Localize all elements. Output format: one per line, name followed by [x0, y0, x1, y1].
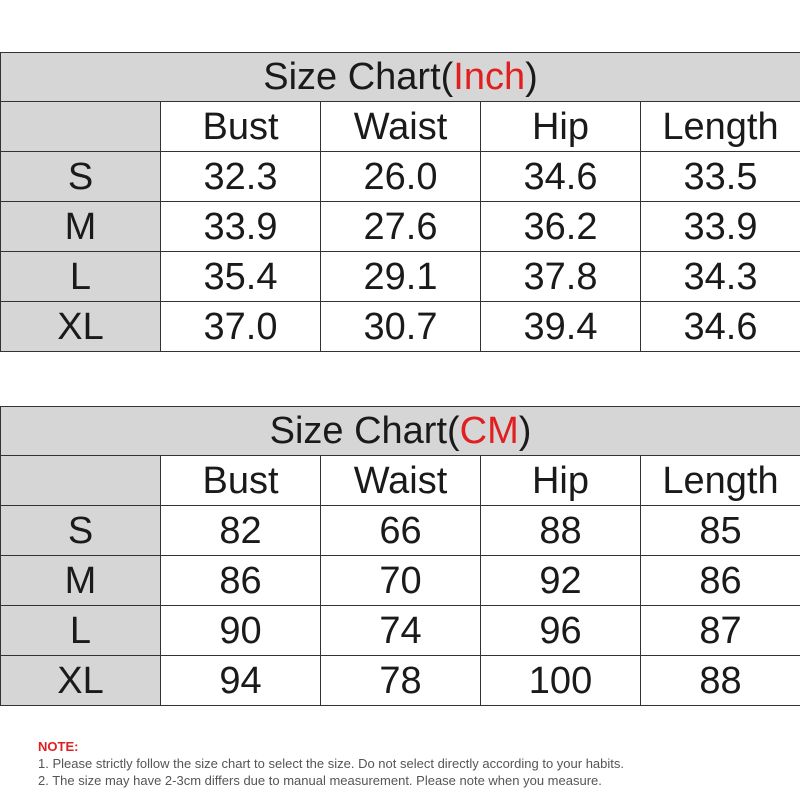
column-header-waist: Waist [321, 456, 481, 506]
value-waist: 74 [321, 606, 481, 656]
column-header-hip: Hip [481, 102, 641, 152]
title-row [1, 53, 800, 102]
notes-section [38, 738, 778, 789]
value-length: 85 [641, 506, 800, 556]
table-row [1, 606, 800, 656]
table-row [1, 252, 800, 302]
value-bust: 86 [161, 556, 321, 606]
title-unit: Inch [453, 56, 526, 98]
corner-cell [1, 102, 161, 152]
value-hip: 34.6 [481, 152, 641, 202]
value-hip: 100 [481, 656, 641, 706]
value-bust: 35.4 [161, 252, 321, 302]
title-prefix: Size Chart( [263, 56, 454, 98]
value-hip: 96 [481, 606, 641, 656]
value-length: 34.6 [641, 302, 800, 352]
notes-title: NOTE: [38, 739, 79, 754]
column-header-hip: Hip [481, 456, 641, 506]
title-unit: CM [459, 410, 519, 452]
header-row [1, 102, 800, 152]
value-bust: 90 [161, 606, 321, 656]
column-header-waist: Waist [321, 102, 481, 152]
size-label: L [1, 606, 161, 656]
value-hip: 92 [481, 556, 641, 606]
size-label: XL [1, 656, 161, 706]
value-waist: 66 [321, 506, 481, 556]
value-length: 33.5 [641, 152, 800, 202]
value-length: 34.3 [641, 252, 800, 302]
title-suffix: ) [525, 56, 538, 98]
value-hip: 39.4 [481, 302, 641, 352]
size-label: XL [1, 302, 161, 352]
value-hip: 88 [481, 506, 641, 556]
table-row [1, 556, 800, 606]
value-length: 87 [641, 606, 800, 656]
value-waist: 29.1 [321, 252, 481, 302]
table-row [1, 202, 800, 252]
title-row [1, 407, 800, 456]
size-label: M [1, 556, 161, 606]
column-header-length: Length [641, 456, 800, 506]
value-hip: 36.2 [481, 202, 641, 252]
value-hip: 37.8 [481, 252, 641, 302]
header-row [1, 456, 800, 506]
size-label: M [1, 202, 161, 252]
note-line-2: 2. The size may have 2-3cm differs due to manual measurement. Please note when you measure. [38, 773, 602, 788]
value-bust: 33.9 [161, 202, 321, 252]
table-row [1, 506, 800, 556]
corner-cell [1, 456, 161, 506]
value-waist: 70 [321, 556, 481, 606]
title-suffix: ) [518, 410, 532, 452]
size-chart-inch-table [0, 52, 800, 352]
table-title [1, 53, 800, 102]
value-length: 33.9 [641, 202, 800, 252]
value-bust: 82 [161, 506, 321, 556]
table-row [1, 302, 800, 352]
value-waist: 26.0 [321, 152, 481, 202]
column-header-bust: Bust [161, 102, 321, 152]
value-waist: 30.7 [321, 302, 481, 352]
size-label: L [1, 252, 161, 302]
table-title [1, 407, 800, 456]
size-label: S [1, 152, 161, 202]
table-row [1, 152, 800, 202]
value-bust: 94 [161, 656, 321, 706]
table-row [1, 656, 800, 706]
value-bust: 32.3 [161, 152, 321, 202]
size-label: S [1, 506, 161, 556]
column-header-length: Length [641, 102, 800, 152]
size-chart-cm-table [0, 406, 800, 706]
value-bust: 37.0 [161, 302, 321, 352]
column-header-bust: Bust [161, 456, 321, 506]
value-waist: 27.6 [321, 202, 481, 252]
value-waist: 78 [321, 656, 481, 706]
note-line-1: 1. Please strictly follow the size chart to select the size. Do not select directly according to your habits. [38, 756, 624, 771]
value-length: 88 [641, 656, 800, 706]
title-prefix: Size Chart( [269, 410, 460, 452]
value-length: 86 [641, 556, 800, 606]
